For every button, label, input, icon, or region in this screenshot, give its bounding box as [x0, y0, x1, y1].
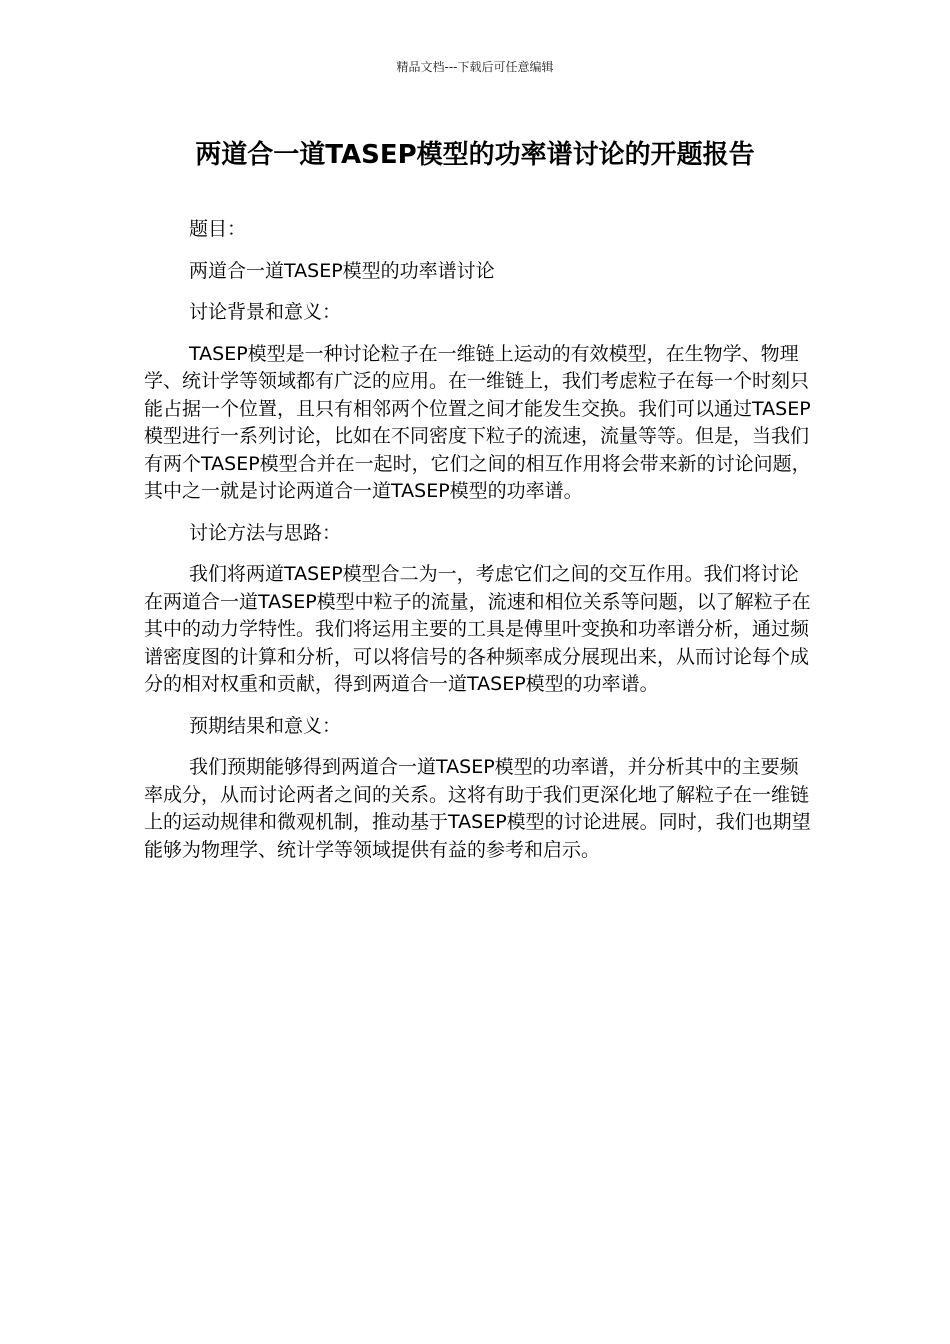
results-paragraph: 我们预期能够得到两道合一道TASEP模型的功率谱，并分析其中的主要频率成分，从而讨论两者之间的关系。这将有助于我们更深化地了解粒子在一维链上的运动规律和微观机制，推动基于TASEP模型的讨论进展。同时，我们也期望能够为物理学、统计学等领域提供有益的参考和启示。 — [144, 756, 811, 861]
header-note: 精品文档---下载后可任意编辑 — [396, 60, 554, 74]
background-paragraph: TASEP模型是一种讨论粒子在一维链上运动的有效模型，在生物学、物理学、统计学等领域都有广泛的应用。在一维链上，我们考虑粒子在每一个时刻只能占据一个位置，且只有相邻两个位置之间才能发生交换。我们可以通过TASEP模型进行一系列讨论，比如在不同密度下粒子的流速，流量等等。但是，当我们有两个TASEP模型合并在一起时，它们之间的相互作用将会带来新的讨论问题，其中之一就是讨论两道合一道TASEP模型的功率谱。 — [144, 342, 811, 502]
method-label: 讨论方法与思路： — [189, 521, 342, 544]
document-title: 两道合一道TASEP模型的功率谱讨论的开题报告 — [195, 140, 755, 170]
results-label: 预期结果和意义： — [189, 714, 342, 737]
method-paragraph: 我们将两道TASEP模型合二为一，考虑它们之间的交互作用。我们将讨论在两道合一道TASEP模型中粒子的流量，流速和相位关系等问题，以了解粒子在其中的动力学特性。我们将运用主要的工具是傅里叶变换和功率谱分析，通过频谱密度图的计算和分析，可以将信号的各种频率成分展现出来，从而讨论每个成分的相对权重和贡献，得到两道合一道TASEP模型的功率谱。 — [144, 563, 811, 695]
document-body — [144, 216, 812, 878]
topic-label: 题目： — [189, 218, 247, 240]
topic-text: 两道合一道TASEP模型的功率谱讨论 — [189, 259, 495, 282]
background-label: 讨论背景和意义： — [189, 301, 342, 323]
